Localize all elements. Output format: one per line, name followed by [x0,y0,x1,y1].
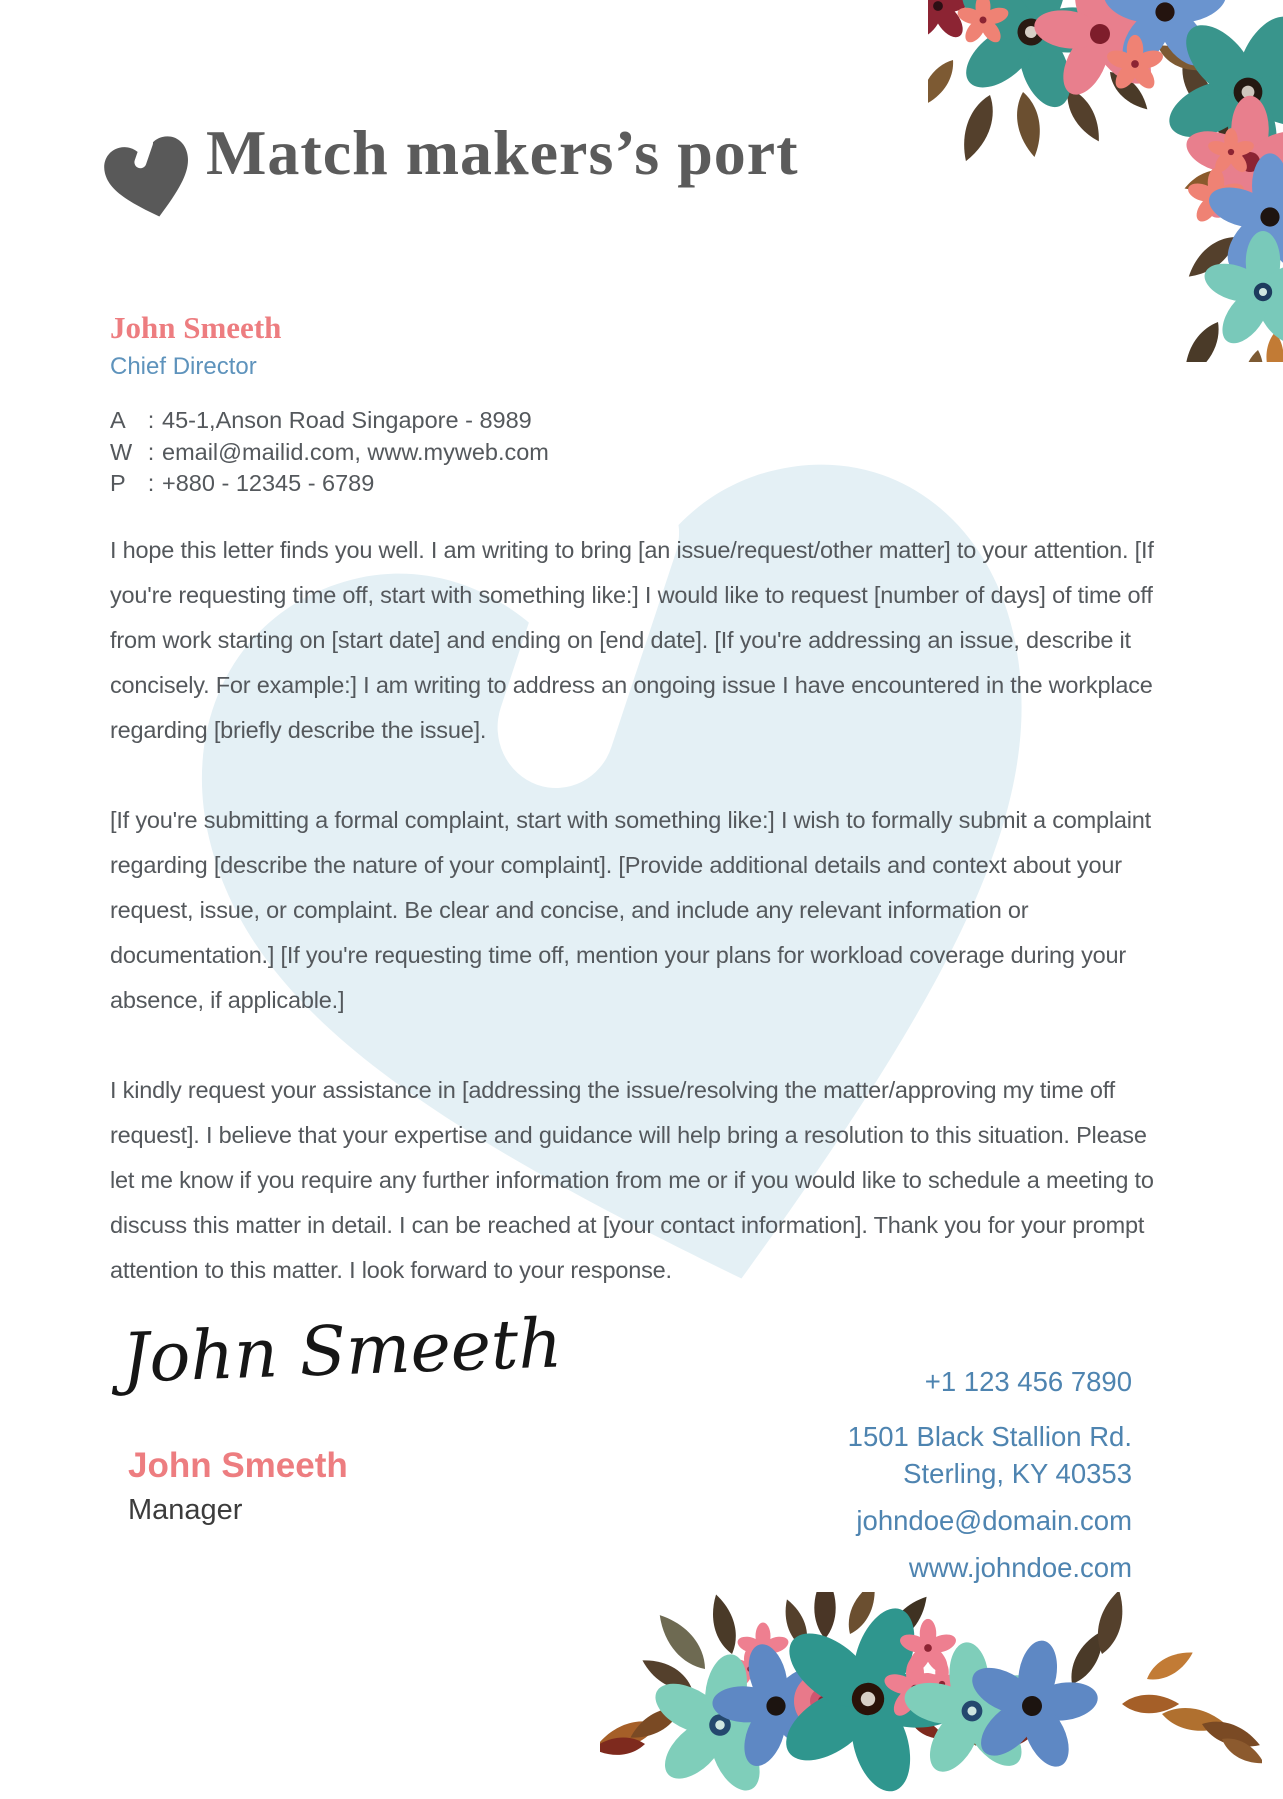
floral-garland-icon [600,1592,1262,1799]
signature-script: John Smeeth [120,1304,564,1399]
signer-role: Manager [128,1494,243,1526]
signer-name: John Smeeth [128,1446,348,1485]
floral-corner-icon [928,0,1283,362]
contact-value-web: email@mailid.com, www.myweb.com [162,438,549,465]
footer-email: johndoe@domain.com [856,1505,1132,1536]
heart-icon [104,128,196,230]
footer-website: www.johndoe.com [908,1552,1132,1583]
contact-value-phone: +880 - 12345 - 6789 [162,470,375,496]
footer-phone: +1 123 456 7890 [924,1366,1132,1397]
contact-separator: : [147,407,155,433]
contact-value-address: 45-1,Anson Road Singapore - 8989 [162,407,532,433]
footer-address-line2: Sterling, KY 40353 [903,1458,1132,1489]
letter-paragraph-2: [If you're submitting a formal complaint, start with something like:] I wish to formally submit a complaint regarding [describe the nature of your complaint]. [Provide additional details and context about your request, issue, or complaint. Be clear and concise, and include any relevant information or documentation.] [If you're requesting time off, mention your plans for workload coverage during your absence, if applicable.] [110,807,1151,1013]
footer-contact-block [848,1366,1132,1584]
contact-label: P [110,470,126,496]
letter-paragraph-3: I kindly request your assistance in [addressing the issue/resolving the matter/approving my time off request]. I believe that your expertise and guidance will help bring a resolution to this situation. Please let me know if you require any further information from me or if you would like to schedule a meeting to discuss this matter in detail. I can be reached at [your contact information]. Thank you for your prompt attention to this matter. I look forward to your response. [110,1077,1154,1283]
sender-name: John Smeeth [110,310,282,345]
page-title: Match makers’s port [206,117,799,188]
letter-body [110,528,1168,1338]
contact-separator: : [147,438,155,465]
footer-address-line1: 1501 Black Stallion Rd. [847,1421,1132,1452]
contact-label: W [110,438,133,465]
contact-separator: : [147,470,155,496]
contact-label: A [110,407,126,433]
sender-role: Chief Director [110,353,257,380]
letter-paragraph-1: I hope this letter finds you well. I am writing to bring [an issue/request/other matter] to your attention. [If you're requesting time off, start with something like:] I would like to request [number of days] of time off from work starting on [start date] and ending on [end date]. [If you're addressing an issue, describe it concisely. For example:] I am writing to address an ongoing issue I have encountered in the workplace regarding [briefly describe the issue]. [110,537,1154,743]
